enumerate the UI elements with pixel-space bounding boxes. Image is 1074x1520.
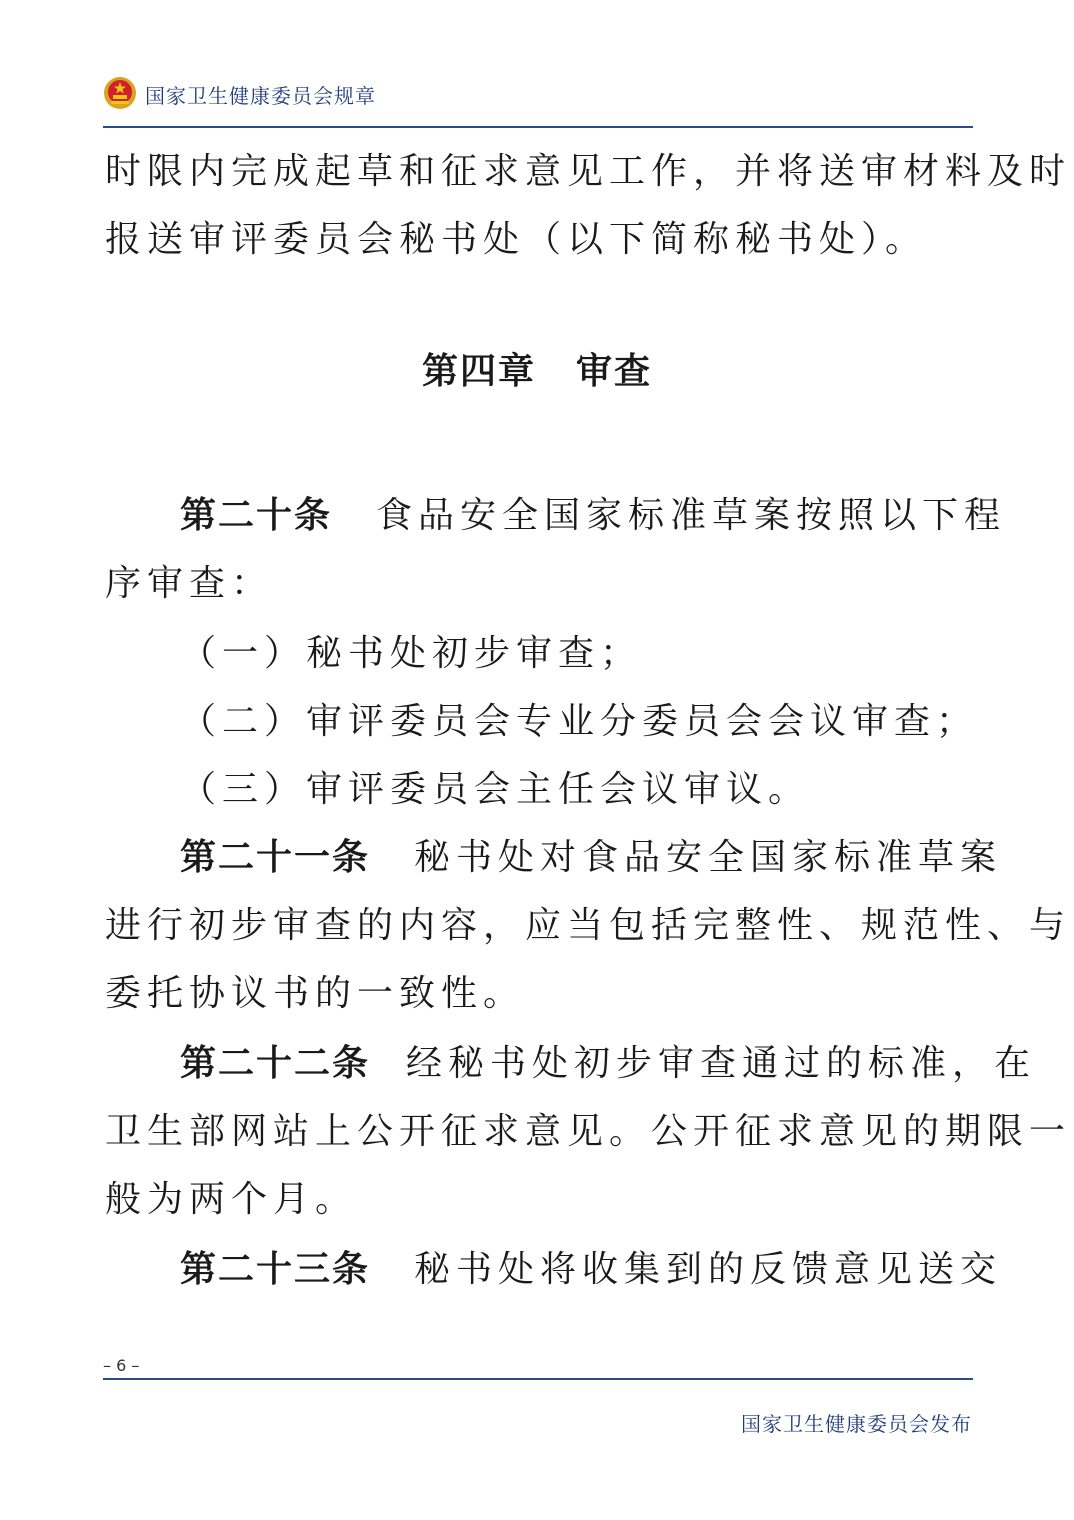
article-21-label: 第二十一条 [180, 837, 371, 878]
article-20-text-2: 序审查： [105, 563, 274, 604]
article-22-text-1: 经秘书处初步审查通过的标准，在 [406, 1043, 1037, 1084]
article-22-label: 第二十二条 [180, 1043, 371, 1084]
article-20-item-2: （二）审评委员会专业分委员会会议审查； [180, 701, 979, 742]
article-20-text-1: 食品安全国家标准草案按照以下程 [376, 495, 1007, 536]
page-number: – 6 – [103, 1356, 140, 1375]
article-21-text-3: 委托协议书的一致性。 [105, 973, 526, 1014]
article-23-text-1: 秘书处将收集到的反馈意见送交 [414, 1249, 1003, 1290]
page-header [103, 74, 973, 118]
article-21-first-line [180, 824, 1003, 892]
footer-publisher: 国家卫生健康委员会发布 [741, 1412, 972, 1436]
article-21-text-1: 秘书处对食品安全国家标准草案 [414, 837, 1003, 878]
national-emblem-icon [103, 76, 137, 110]
continuation-line-1: 时限内完成起草和征求意见工作，并将送审材料及时 [105, 151, 1072, 192]
article-20-item-1: （一）秘书处初步审查； [180, 633, 643, 674]
article-22-first-line [180, 1030, 1037, 1098]
header-title: 国家卫生健康委员会规章 [145, 84, 376, 108]
article-22-text-3: 般为两个月。 [105, 1179, 358, 1220]
chapter-title: 审查 [576, 351, 653, 392]
article-20-item-3: （三）审评委员会主任会议审议。 [180, 769, 811, 810]
footer-rule [103, 1378, 973, 1380]
chapter-number: 第四章 [421, 351, 536, 392]
article-23-first-line [180, 1236, 1003, 1304]
article-23-label: 第二十三条 [180, 1249, 371, 1290]
chapter-heading [0, 343, 1074, 394]
article-20-label: 第二十条 [180, 495, 333, 536]
article-21-text-2: 进行初步审查的内容，应当包括完整性、规范性、与 [105, 905, 1072, 946]
continuation-line-2: 报送审评委员会秘书处（以下简称秘书处）。 [105, 219, 928, 260]
article-22-text-2: 卫生部网站上公开征求意见。公开征求意见的期限一 [105, 1111, 1072, 1152]
article-20-first-line [180, 482, 1007, 550]
header-rule [103, 126, 973, 128]
